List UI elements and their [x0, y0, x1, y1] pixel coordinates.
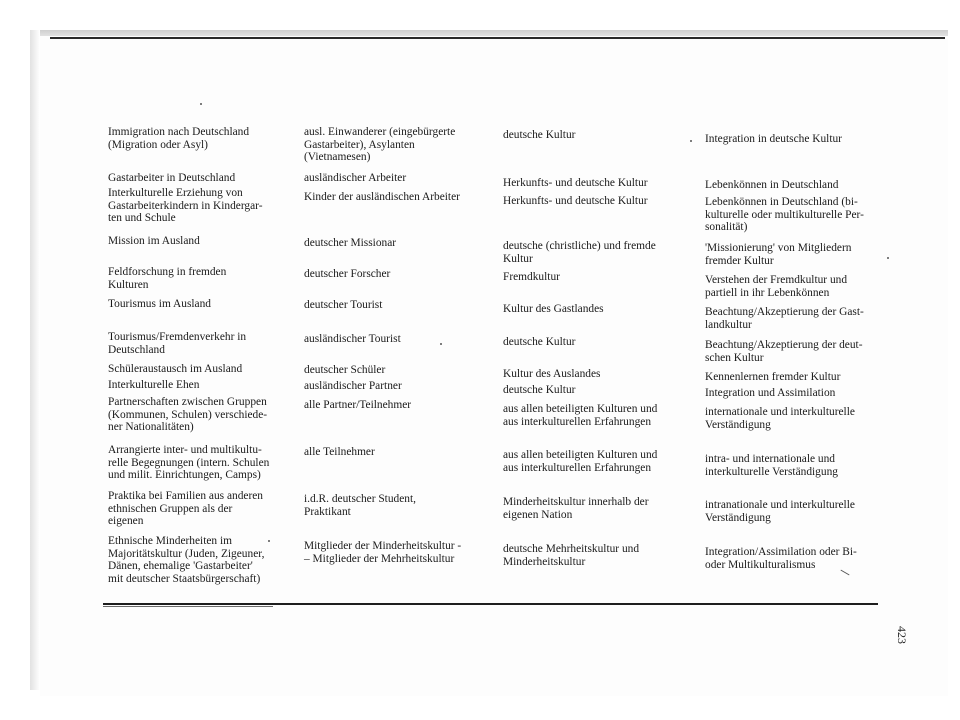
page-number: 423 [895, 626, 909, 644]
table-cell-person: deutscher Forscher [304, 268, 391, 280]
table-cell-culture: aus allen beteiligten Kulturen und aus interkulturellen Erfahrungen [503, 449, 658, 474]
table-cell-person: ausländischer Arbeiter [304, 172, 407, 184]
table-cell-culture: deutsche (christliche) und fremde Kultur [503, 240, 656, 265]
table-cell-culture: aus allen beteiligten Kulturen und aus interkulturellen Erfahrungen [503, 403, 658, 428]
table-cell-goal: intra- und internationale und interkulturelle Verständigung [705, 453, 838, 478]
table-cell-culture: deutsche Mehrheitskultur und Minderheitskultur [503, 543, 640, 568]
table-cell-culture: deutsche Kultur [503, 384, 576, 396]
table-cell-person: ausländischer Tourist [304, 333, 401, 345]
table-cell-person: ausländischer Partner [304, 380, 402, 392]
table-cell-culture: Herkunfts- und deutsche Kultur [503, 195, 648, 207]
table-cell-goal: Lebenkönnen in Deutschland (bi- kulturelle oder multikulturelle Per- sonalität) [705, 196, 864, 234]
table-cell-culture: Kultur des Gastlandes [503, 303, 604, 315]
table-cell-situation: Mission im Ausland [108, 235, 200, 247]
table-cell-situation: Interkulturelle Erziehung von Gastarbeiterkindern in Kindergar- ten und Schule [108, 187, 263, 225]
table-cell-person: i.d.R. deutscher Student, Praktikant [304, 493, 416, 518]
table-cell-goal: intranationale und interkulturelle Verständigung [705, 499, 855, 524]
scan-speck [887, 257, 889, 259]
table-cell-situation: Praktika bei Familien aus anderen ethnischen Gruppen als der eigenen [108, 490, 263, 528]
table-cell-culture: Herkunfts- und deutsche Kultur [503, 177, 648, 189]
table-cell-situation: Tourismus/Fremdenverkehr in Deutschland [108, 331, 247, 356]
table-cell-goal: Integration in deutsche Kultur [705, 133, 842, 145]
table-cell-culture: deutsche Kultur [503, 336, 576, 348]
scan-speck [690, 140, 692, 142]
table-cell-situation: Gastarbeiter in Deutschland [108, 172, 236, 184]
table-cell-situation: Ethnische Minderheiten im Majoritätskultur (Juden, Zigeuner, Dänen, ehemalige 'Gastarbeiter' mit deutscher Staatsbürgerschaft) [108, 535, 265, 585]
table-cell-person: deutscher Missionar [304, 237, 397, 249]
table-cell-goal: Verstehen der Fremdkultur und partiell in ihr Lebenkönnen [705, 274, 848, 299]
table-cell-goal: Lebenkönnen in Deutschland [705, 179, 839, 191]
table-cell-situation: Partnerschaften zwischen Gruppen (Kommunen, Schulen) verschiede- ner Nationalitäten) [108, 396, 268, 434]
top-rule [50, 37, 945, 39]
table-cell-goal: 'Missionierung' von Mitgliedern fremder Kultur [705, 242, 852, 267]
table-cell-situation: Tourismus im Ausland [108, 298, 211, 310]
table-cell-person: alle Teilnehmer [304, 446, 375, 458]
table-cell-situation: Feldforschung in fremden Kulturen [108, 266, 227, 291]
table-cell-culture: deutsche Kultur [503, 129, 576, 141]
table-cell-person: Kinder der ausländischen Arbeiter [304, 191, 460, 203]
table-cell-goal: Beachtung/Akzeptierung der deut- schen Kultur [705, 339, 863, 364]
bottom-rule [103, 603, 878, 605]
table-cell-situation: Schüleraustausch im Ausland [108, 363, 243, 375]
table-cell-person: alle Partner/Teilnehmer [304, 399, 412, 411]
table-cell-person: deutscher Tourist [304, 299, 383, 311]
table-cell-goal: Integration und Assimilation [705, 387, 836, 399]
table-cell-goal: Kennenlernen fremder Kultur [705, 371, 841, 383]
table-cell-person: ausl. Einwanderer (eingebürgerte Gastarbeiter), Asylanten (Vietnamesen) [304, 126, 456, 164]
table-cell-situation: Immigration nach Deutschland (Migration oder Asyl) [108, 126, 250, 151]
table-cell-goal: Beachtung/Akzeptierung der Gast- landkultur [705, 306, 864, 331]
scan-speck [200, 103, 202, 105]
table-cell-person: Mitglieder der Minderheitskultur - – Mitglieder der Mehrheitskultur [304, 540, 462, 565]
table-cell-culture: Minderheitskultur innerhalb der eigenen Nation [503, 496, 649, 521]
table-cell-situation: Interkulturelle Ehen [108, 379, 200, 391]
bottom-rule-secondary [103, 606, 273, 607]
scan-speck [440, 343, 442, 345]
table-cell-culture: Kultur des Auslandes [503, 368, 601, 380]
table-cell-situation: Arrangierte inter- und multikultu- relle Begegnungen (intern. Schulen und milit. Einrichtungen, Camps) [108, 444, 270, 482]
table-cell-goal: internationale und interkulturelle Verständigung [705, 406, 855, 431]
table-cell-culture: Fremdkultur [503, 271, 560, 283]
table-cell-person: deutscher Schüler [304, 364, 386, 376]
scan-left-shadow [30, 30, 40, 690]
table-cell-goal: Integration/Assimilation oder Bi- oder Multikulturalismus [705, 546, 857, 571]
scan-speck [268, 540, 270, 542]
